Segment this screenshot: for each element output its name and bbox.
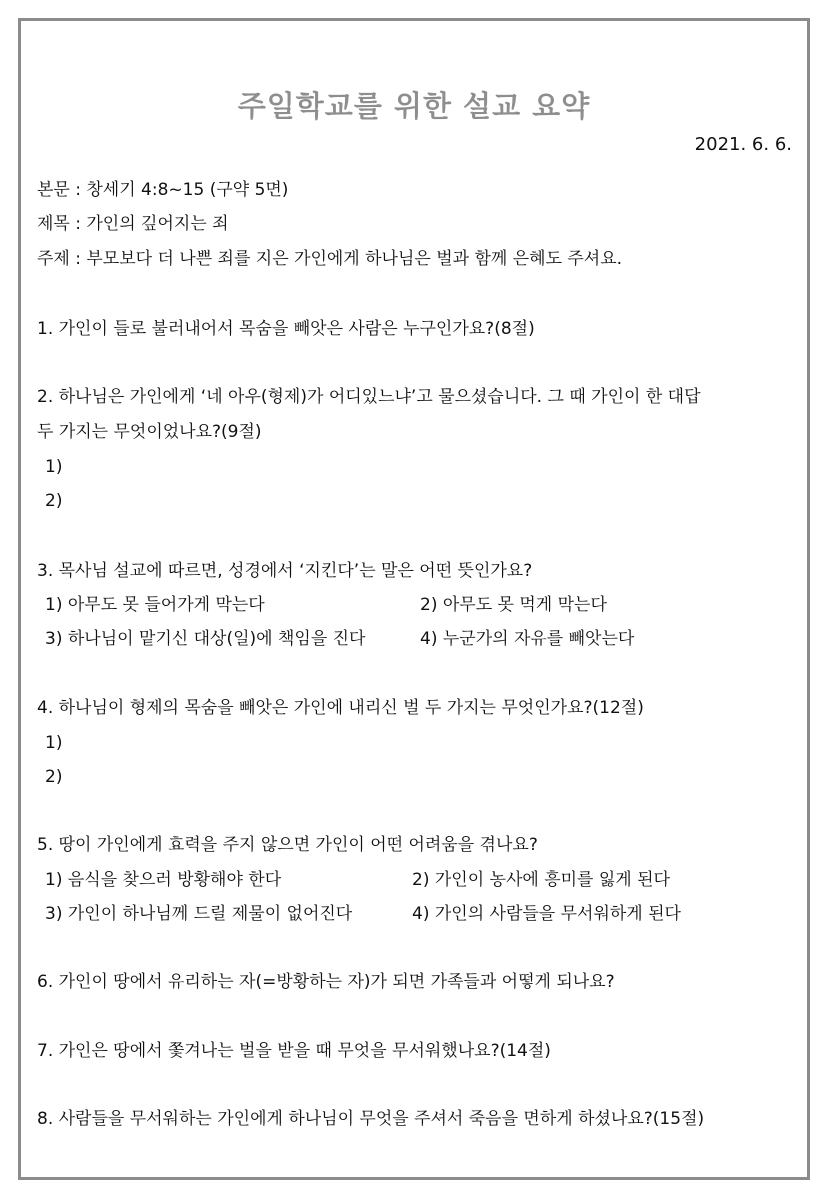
question-5: 5. 땅이 가인에게 효력을 주지 않으면 가인이 어떤 어려움을 겪나요? <box>37 835 538 855</box>
option: 2) 아무도 못 먹게 막는다 <box>420 595 607 615</box>
option: 1) 음식을 찾으러 방황해야 한다 <box>45 870 282 890</box>
answer-blank: 2) <box>45 491 63 511</box>
sermon-theme: 주제 : 부모보다 더 나쁜 죄를 지은 가인에게 하나님은 벌과 함께 은혜도 주셔요. <box>37 249 623 269</box>
answer-blank: 1) <box>45 457 63 477</box>
page-title: 주일학교를 위한 설교 요약 <box>237 89 591 123</box>
answer-blank: 2) <box>45 767 63 787</box>
question-2-line-2: 두 가지는 무엇이었나요?(9절) <box>37 422 262 442</box>
option: 4) 누군가의 자유를 빼앗는다 <box>420 629 635 649</box>
option: 3) 하나님이 맡기신 대상(일)에 책임을 진다 <box>45 629 366 649</box>
option: 1) 아무도 못 들어가게 막는다 <box>45 595 265 615</box>
option: 3) 가인이 하나님께 드릴 제물이 없어진다 <box>45 904 353 924</box>
question-3: 3. 목사님 설교에 따르면, 성경에서 ‘지킨다’는 말은 어떤 뜻인가요? <box>37 561 533 581</box>
question-1: 1. 가인이 들로 불러내어서 목숨을 빼앗은 사람은 누구인가요?(8절) <box>37 319 535 339</box>
sermon-subject: 제목 : 가인의 깊어지는 죄 <box>37 214 229 234</box>
option: 2) 가인이 농사에 흥미를 잃게 된다 <box>412 870 670 890</box>
question-7: 7. 가인은 땅에서 쫓겨나는 벌을 받을 때 무엇을 무서워했나요?(14절) <box>37 1041 551 1061</box>
option: 4) 가인의 사람들을 무서워하게 된다 <box>412 904 681 924</box>
question-8: 8. 사람들을 무서워하는 가인에게 하나님이 무엇을 주셔서 죽음을 면하게 하셨나요?(15절) <box>37 1109 705 1129</box>
question-4: 4. 하나님이 형제의 목숨을 빼앗은 가인에 내리신 벌 두 가지는 무엇인가요?(12절) <box>37 698 644 718</box>
question-2-line-1: 2. 하나님은 가인에게 ‘네 아우(형제)가 어디있느냐’고 물으셨습니다. 그 때 가인이 한 대답 <box>37 387 701 407</box>
date: 2021. 6. 6. <box>694 134 792 155</box>
scripture-text: 본문 : 창세기 4:8~15 (구약 5면) <box>37 180 289 200</box>
question-6: 6. 가인이 땅에서 유리하는 자(=방황하는 자)가 되면 가족들과 어떻게 되나요? <box>37 972 615 992</box>
answer-blank: 1) <box>45 733 63 753</box>
